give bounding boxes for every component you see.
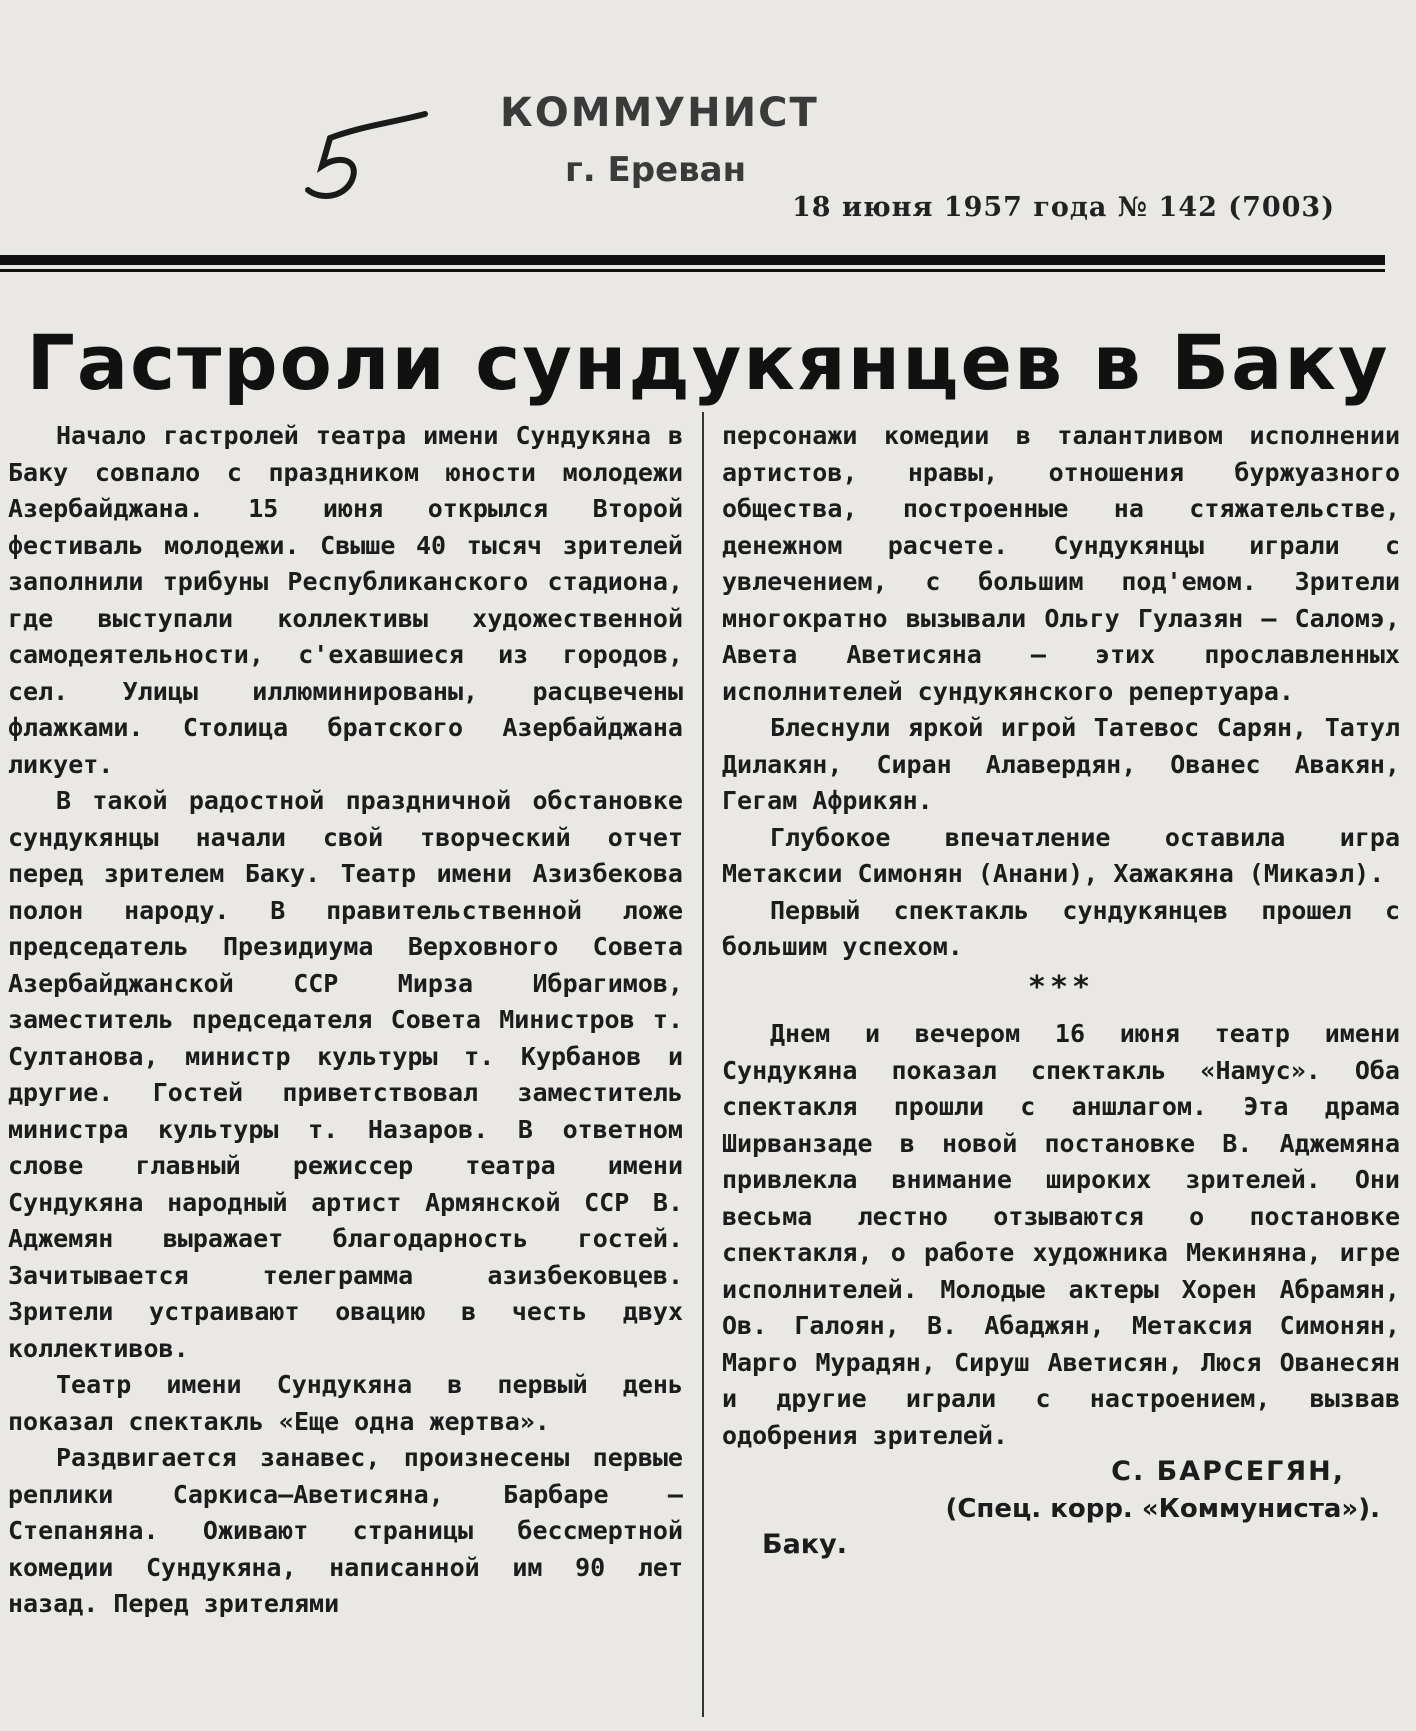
- paragraph: персонажи комедии в талантливом исполнении артистов, нравы, отношения буржуазного общества, построенные на стяжательстве, денежном расчете. Сундукянцы играли с увлечением, с большим под'емом. Зрители многократно вызывали Ольгу Гулазян — Саломэ, Авета Аветисяна — этих прославленных исполнителей сундукянского репертуара.: [722, 421, 1400, 706]
- paragraph: Первый спектакль сундукянцев прошел с большим успехом.: [722, 895, 1400, 961]
- column-divider: [702, 412, 704, 1717]
- author-name: С. БАРСЕГЯН,: [1111, 1456, 1345, 1487]
- section-separator: ***: [1027, 969, 1095, 1005]
- header-rule-thick: [0, 255, 1385, 265]
- paragraph: Днем и вечером 16 июня театр имени Сундукяна показал спектакль «Намус». Оба спектакля прошли с аншлагом. Эта драма Ширванзаде в новой постановке В. Аджемяна привлекла внимание широких зрителей. Они весьма лестно отзываются о постановке спектакля, о работе художника Мекиняна, игре исполнителей. Молодые актеры Хорен Абрамян, Ов. Галоян, В. Абаджян, Метаксия Симонян, Марго Мурадян, Сируш Аветисян, Люся Ованесян и другие играли с настроением, вызвав одобрения зрителей.: [722, 1019, 1400, 1450]
- paragraph: В такой радостной праздничной обстановке сундукянцы начали свой творческий отчет перед зрителем Баку. Театр имени Азизбекова полон народу. В правительственной ложе председатель Президиума Верховного Совета Азербайджанской ССР Мирза Ибрагимов, заместитель председателя Совета Министров т. Султанова, министр культуры т. Курбанов и другие. Гостей приветствовал заместитель министра культуры т. Назаров. В ответном слове главный режиссер театра имени Сундукяна народный артист Армянской ССР В. Аджемян выражает благодарность гостей. Зачитывается телеграмма азизбековцев. Зрители устраивают овацию в честь двух коллективов.: [8, 786, 683, 1363]
- paragraph: Театр имени Сундукяна в первый день показал спектакль «Еще одна жертва».: [8, 1370, 683, 1436]
- article-column-right: [722, 418, 1400, 1564]
- handwritten-mark-icon: [300, 100, 440, 210]
- paragraph: Начало гастролей театра имени Сундукяна в Баку совпало с праздником юности молодежи Азербайджана. 15 июня открылся Второй фестиваль молодежи. Свыше 40 тысяч зрителей заполнили трибуны Республиканского стадиона, где выступали коллективы художественной самодеятельности, с'ехавшиеся из городов, сел. Улицы иллюминированы, расцвечены флажками. Столица братского Азербайджана ликует.: [8, 421, 683, 779]
- paragraph: Раздвигается занавес, произнесены первые реплики Саркиса—Аветисяна, Барбаре — Степаняна. Оживают страницы бессмертной комедии Сундукяна, написанной им 90 лет назад. Перед зрителями: [8, 1443, 683, 1618]
- paragraph: Глубокое впечатление оставила игра Метаксии Симонян (Анани), Хажакяна (Микаэл).: [722, 822, 1400, 888]
- article-column-left: [8, 418, 683, 1623]
- paragraph: Блеснули яркой игрой Татевос Сарян, Татул Дилакян, Сиран Алавердян, Ованес Авакян, Гегам Африкян.: [722, 713, 1400, 815]
- stamp-newspaper-name: КОММУНИСТ: [500, 90, 819, 136]
- archive-stamp: [0, 0, 1416, 240]
- header-rule-thin: [0, 269, 1385, 272]
- article-headline: Гастроли сундукянцев в Баку: [26, 318, 1390, 407]
- dateline-place: Баку.: [762, 1529, 847, 1560]
- stamp-city: г. Ереван: [565, 150, 747, 190]
- issue-date-number: 18 июня 1957 года № 142 (7003): [792, 192, 1335, 223]
- author-role: (Спец. корр. «Коммуниста»).: [945, 1493, 1380, 1524]
